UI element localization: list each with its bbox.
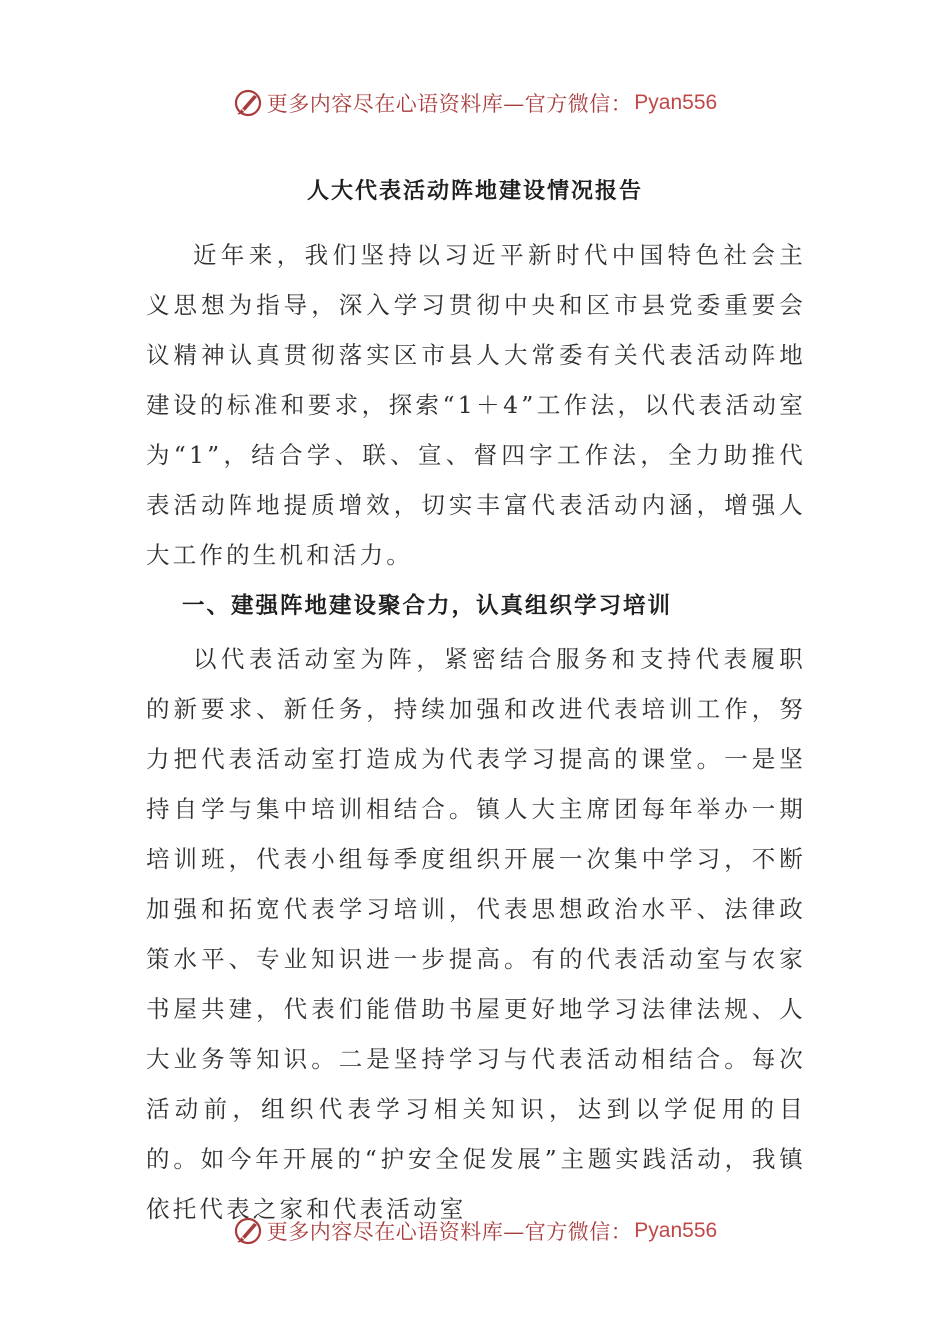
document-title: 人大代表活动阵地建设情况报告 bbox=[306, 179, 643, 204]
header-wechat-id: Pyan556 bbox=[634, 91, 718, 114]
footer-brand-text: 更多内容尽在心语资料库—官方微信： bbox=[266, 1220, 633, 1244]
quill-pen-icon bbox=[233, 88, 263, 118]
intro-paragraph: 近年来，我们坚持以习近平新时代中国特色社会主义思想为指导，深入学习贯彻中央和区市县党委重要会议精神认真贯彻落实区市县人大常委有关代表活动阵地建设的标准和要求，探索“1＋4”工作法，以代表活动室为“1”，结合学、联、宣、督四字工作法，全力助推代表活动阵地提质增效，切实丰富代表活动内涵，增强人大工作的生机和活力。 bbox=[146, 241, 806, 569]
footer-banner bbox=[0, 1211, 950, 1251]
section1-heading: 一、建强阵地建设聚合力，认真组织学习培训 bbox=[182, 593, 673, 619]
quill-pen-icon bbox=[233, 1216, 263, 1246]
header-banner bbox=[0, 83, 950, 123]
header-brand-text: 更多内容尽在心语资料库—官方微信： bbox=[266, 92, 633, 116]
section1-paragraph: 以代表活动室为阵，紧密结合服务和支持代表履职的新要求、新任务，持续加强和改进代表培训工作，努力把代表活动室打造成为代表学习提高的课堂。一是坚持自学与集中培训相结合。镇人大主席团每年举办一期培训班，代表小组每季度组织开展一次集中学习，不断加强和拓宽代表学习培训，代表思想政治水平、法律政策水平、专业知识进一步提高。有的代表活动室与农家书屋共建，代表们能借助书屋更好地学习法律法规、人大业务等知识。二是坚持学习与代表活动相结合。每次活动前，组织代表学习相关知识，达到以学促用的目的。如今年开展的“护安全促发展”主题实践活动，我镇依托代表之家和代表活动室 bbox=[146, 645, 806, 1223]
footer-wechat-id: Pyan556 bbox=[634, 1219, 718, 1242]
